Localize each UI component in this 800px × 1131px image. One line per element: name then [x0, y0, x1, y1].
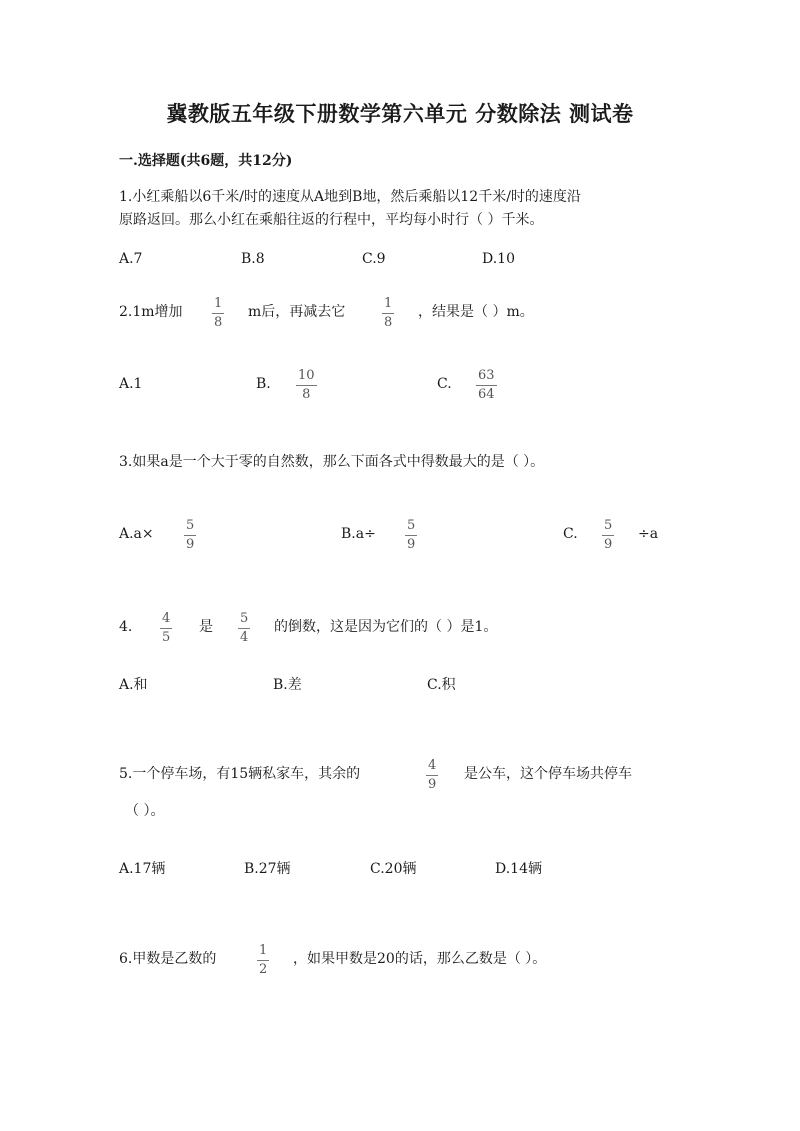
q3-option-a: A.a× [119, 526, 154, 542]
q3-option-a-denominator: 9 [186, 537, 195, 552]
q3-option-a-numerator: 5 [186, 518, 195, 533]
q1-line1: 1.小红乘船以6千米/时的速度从A地到B地，然后乘船以12千米/时的速度沿 [119, 189, 581, 205]
q4-fraction-2-denominator: 4 [240, 630, 249, 645]
fraction-bar [238, 628, 250, 629]
q3-option-c: C. [563, 526, 578, 542]
fraction-bar [382, 313, 394, 314]
q3-option-c-denominator: 9 [604, 537, 613, 552]
q2-text-part2: m后，再减去它 [248, 304, 346, 320]
q3-option-b-denominator: 9 [407, 537, 416, 552]
q4-fraction-2-numerator: 5 [240, 611, 249, 626]
q6-text-part2: ，如果甲数是20的话，那么乙数是（ ）。 [293, 951, 547, 967]
q3-option-b-numerator: 5 [407, 518, 416, 533]
q5-option-d: D.14辆 [495, 861, 542, 877]
q5-option-a: A.17辆 [119, 861, 166, 877]
q2-fraction-2-denominator: 8 [384, 315, 393, 330]
q5-line2: （ ）。 [125, 803, 165, 819]
q5-fraction-numerator: 4 [428, 758, 437, 773]
q4-fraction-1-denominator: 5 [162, 630, 171, 645]
q2-option-c-numerator: 63 [478, 368, 495, 383]
q2-option-b-denominator: 8 [302, 387, 311, 402]
q1-option-b: B.8 [241, 251, 265, 267]
q1-option-c: C.9 [362, 251, 386, 267]
q2-option-b-numerator: 10 [298, 368, 315, 383]
q3-option-b: B.a÷ [341, 526, 376, 542]
q6-fraction-numerator: 1 [259, 943, 268, 958]
q1-option-d: D.10 [482, 251, 515, 267]
fraction-bar [212, 313, 224, 314]
q5-fraction [426, 759, 438, 792]
fraction-bar [184, 535, 196, 536]
q2-option-a: A.1 [119, 376, 143, 392]
q2-option-c-denominator: 64 [478, 387, 495, 402]
section-heading: 一.选择题(共6题，共12分) [119, 153, 293, 169]
q6-text-part1: 6.甲数是乙数的 [119, 951, 217, 967]
q2-option-b-fraction [296, 369, 317, 402]
q4-fraction-1 [160, 612, 172, 645]
q4-text-part1: 是 [199, 619, 213, 635]
q6-fraction [257, 944, 269, 977]
q3-option-c-numerator: 5 [604, 518, 613, 533]
q1-option-a: A.7 [119, 251, 143, 267]
q2-option-c: C. [437, 376, 452, 392]
q4-text-part2: 的倒数，这是因为它们的（ ）是1。 [274, 619, 498, 635]
q1-line2: 原路返回。那么小红在乘船往返的行程中，平均每小时行（ ）千米。 [119, 212, 544, 228]
q2-fraction-2-numerator: 1 [384, 296, 393, 311]
q4-fraction-1-numerator: 4 [162, 611, 171, 626]
q2-option-b: B. [256, 376, 271, 392]
q2-text-part3: ，结果是（ ）m。 [418, 304, 534, 320]
q3-option-c-fraction [602, 519, 614, 552]
q3-option-c-tail: ÷a [638, 526, 659, 542]
q2-option-c-fraction [476, 369, 497, 402]
q4-option-c: C.积 [427, 677, 456, 693]
q5-text-part2: 是公车，这个停车场共停车 [464, 766, 632, 782]
q3-option-b-fraction [405, 519, 417, 552]
q5-fraction-denominator: 9 [428, 777, 437, 792]
fraction-bar [602, 535, 614, 536]
fraction-bar [476, 385, 497, 386]
fraction-bar [257, 960, 269, 961]
q6-fraction-denominator: 2 [259, 962, 268, 977]
q2-text-part1: 2.1m增加 [119, 304, 183, 320]
q5-option-c: C.20辆 [370, 861, 417, 877]
page-title: 冀教版五年级下册数学第六单元 分数除法 测试卷 [166, 101, 634, 126]
fraction-bar [405, 535, 417, 536]
q4-option-a: A.和 [119, 677, 148, 693]
q4-number: 4. [119, 619, 133, 635]
q2-fraction-2 [382, 297, 394, 330]
q5-option-b: B.27辆 [244, 861, 291, 877]
q2-fraction-1 [212, 297, 224, 330]
q5-text-part1: 5.一个停车场，有15辆私家车，其余的 [119, 766, 361, 782]
q3-option-a-fraction [184, 519, 196, 552]
fraction-bar [296, 385, 317, 386]
q2-fraction-1-denominator: 8 [214, 315, 223, 330]
q4-fraction-2 [238, 612, 250, 645]
fraction-bar [160, 628, 172, 629]
q3-text: 3.如果a是一个大于零的自然数，那么下面各式中得数最大的是（ ）。 [119, 454, 545, 470]
fraction-bar [426, 775, 438, 776]
q4-option-b: B.差 [273, 677, 302, 693]
q2-fraction-1-numerator: 1 [214, 296, 223, 311]
